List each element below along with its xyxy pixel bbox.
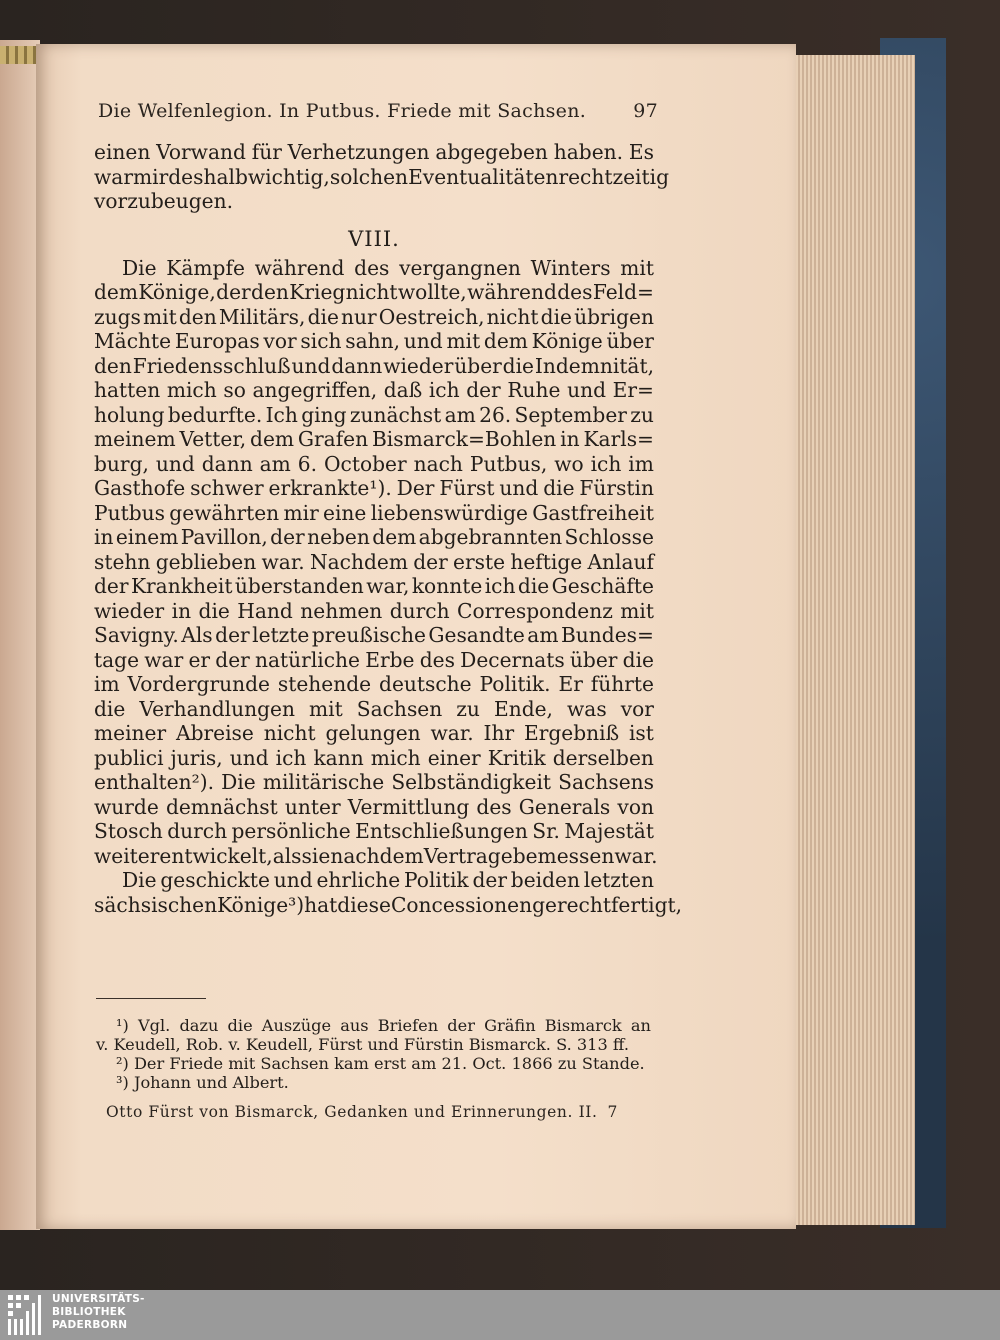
footnote-rule xyxy=(96,998,206,999)
text-line: meinem Vetter, dem Grafen Bismarck=Bohlen in Karls= xyxy=(94,427,654,451)
printer-signature xyxy=(106,1103,618,1121)
footnote-line: ¹) Vgl. dazu die Auszüge aus Briefen der Gräfin Bismarck an xyxy=(116,1016,651,1035)
left-page-edge xyxy=(0,40,40,1230)
text-line: holung bedurfte. Ich ging zunächst am 26. September zu xyxy=(94,402,654,427)
text-line: hatten mich so angegriffen, daß ich der Ruhe und Er= xyxy=(94,378,654,402)
text-line: publici juris, und ich kann mich einer Kritik derselben xyxy=(94,745,654,770)
footnotes xyxy=(96,1016,651,1092)
signature-mark: 7 xyxy=(607,1103,618,1121)
text-line: im Vordergrunde stehende deutsche Politik. Er führte xyxy=(94,672,654,696)
text-line: tage war er der natürliche Erbe des Decernats über die xyxy=(94,647,654,672)
text-line: weiter entwickelt, als sie nach dem Vertrage bemessen war. xyxy=(94,843,658,868)
text-line: wurde demnächst unter Vermittlung des Generals von xyxy=(94,794,654,819)
page-fore-edge xyxy=(780,55,915,1225)
text-line: burg, und dann am 6. October nach Putbus, wo ich im xyxy=(94,451,654,476)
text-line: dem Könige, der den Krieg nicht wollte, während des Feld= xyxy=(94,280,654,304)
text-line: war mir deshalb wichtig, solchen Eventualitäten rechtzeitig xyxy=(94,164,669,189)
text-line: Mächte Europas vor sich sahn, und mit dem Könige über xyxy=(94,329,654,353)
text-line: den Friedensschluß und dann wieder über die Indemnität, xyxy=(94,353,654,378)
text-line: vorzubeugen. xyxy=(94,189,234,213)
footnote-line: ²) Der Friede mit Sachsen kam erst am 21. Oct. 1866 zu Stande. xyxy=(116,1054,645,1073)
text-line: Stosch durch persönliche Entschließungen Sr. Majestät xyxy=(94,819,654,843)
section-heading: VIII. xyxy=(348,226,400,251)
signature-text: Otto Fürst von Bismarck, Gedanken und Erinnerungen. II. xyxy=(106,1103,598,1121)
text-line: einen Vorwand für Verhetzungen abgegeben haben. Es xyxy=(94,140,654,164)
text-line: Gasthofe schwer erkrankte¹). Der Fürst und die Fürstin xyxy=(94,476,654,500)
library-logo-icon xyxy=(6,1293,46,1337)
text-line: zugs mit den Militärs, die nur Oestreich, nicht die übrigen xyxy=(94,304,654,329)
footnote-line: ³) Johann und Albert. xyxy=(116,1073,289,1092)
text-line: enthalten²). Die militärische Selbständigkeit Sachsens xyxy=(94,770,654,794)
text-line: wieder in die Hand nehmen durch Correspondenz mit xyxy=(94,598,654,623)
text-line: meiner Abreise nicht gelungen war. Ihr Ergebniß ist xyxy=(94,721,654,745)
text-line: in einem Pavillon, der neben dem abgebrannten Schlosse xyxy=(94,525,654,549)
text-line: sächsischen Könige³) hat diese Concessionen gerechtfertigt, xyxy=(94,892,683,917)
text-line: stehn geblieben war. Nachdem der erste heftige Anlauf xyxy=(94,549,654,574)
text-line: Die geschickte und ehrliche Politik der beiden letzten xyxy=(122,868,654,892)
text-line: der Krankheit überstanden war, konnte ich die Geschäfte xyxy=(94,574,654,598)
running-header xyxy=(98,100,658,122)
text-line: Die Kämpfe während des vergangnen Winters mit xyxy=(122,255,654,280)
library-logo-text: UNIVERSITÄTS- BIBLIOTHEK PADERBORN xyxy=(52,1293,145,1331)
text-line: die Verhandlungen mit Sachsen zu Ende, was vor xyxy=(94,696,654,721)
footnote-line: v. Keudell, Rob. v. Keudell, Fürst und Fürstin Bismarck. S. 313 ff. xyxy=(96,1035,629,1054)
page-number: 97 xyxy=(633,100,658,122)
text-line: Savigny. Als der letzte preußische Gesandte am Bundes= xyxy=(94,623,654,647)
running-title: Die Welfenlegion. In Putbus. Friede mit Sachsen. xyxy=(98,100,587,122)
library-logo-bar xyxy=(0,1290,1000,1340)
text-line: Putbus gewährten mir eine liebenswürdige Gastfreiheit xyxy=(94,500,654,525)
body-text xyxy=(94,140,683,917)
